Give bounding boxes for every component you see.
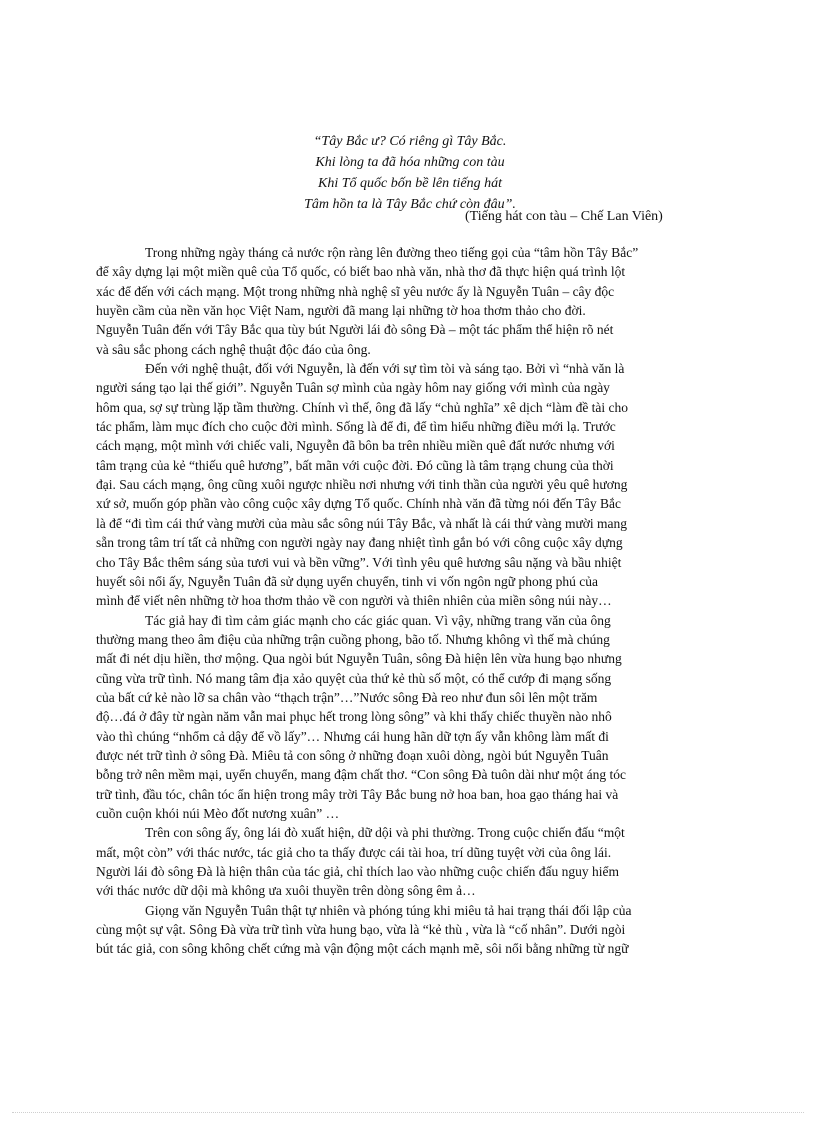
body-line: xứ sở, muốn góp phần vào công cuộc xây dựng Tổ quốc. Chính nhà văn đã từng nói đến Tây Bắc <box>96 496 621 512</box>
body-line: huyết sôi nổi ấy, Nguyễn Tuân đã sử dụng uyển chuyển, tinh vi vốn ngôn ngữ phong phú của <box>96 573 598 589</box>
poem-line: Khi lòng ta đã hóa những con tàu <box>315 155 505 170</box>
body-line: được nét trữ tình ở sông Đà. Miêu tả con sông ở những đoạn xuôi dòng, ngòi bút Nguyễn Tuân <box>96 747 609 763</box>
poem-line: “Tây Bắc ư? Có riêng gì Tây Bắc. <box>313 134 507 149</box>
body-line: để xây dựng lại một miền quê của Tổ quốc, có biết bao nhà văn, nhà thơ đã thực hiện quá trình lột <box>96 264 626 280</box>
body-line: Nguyễn Tuân đến với Tây Bắc qua tùy bút Người lái đò sông Đà – một tác phẩm thể hiện rõ nét <box>96 322 614 338</box>
poem-line: Tâm hồn ta là Tây Bắc chứ còn đâu”. <box>304 197 516 212</box>
body-line: mình để viết nên những tờ hoa thơm thảo về con người và thiên nhiên của miền sông núi này… <box>96 593 612 609</box>
poem-citation: (Tiếng hát con tàu – Chế Lan Viên) <box>465 209 663 224</box>
body-line: cho Tây Bắc thêm sáng sủa tươi vui và bền vững”. Với tình yêu quê hương sâu nặng và bầu nhiệt <box>96 554 622 570</box>
body-line: thường mang theo âm điệu của những trận cuồng phong, bão tố. Nhưng không vì thế mà chúng <box>96 631 610 647</box>
body-line: trữ tình, đầu tóc, chân tóc ẩn hiện trong mây trời Tây Bắc bung nở hoa ban, hoa gạo tháng hai và <box>96 786 619 802</box>
body-line: cuồn cuộn khói núi Mèo đốt nương xuân” … <box>96 805 340 821</box>
body-line: và sâu sắc phong cách nghệ thuật độc đáo của ông. <box>96 341 371 357</box>
body-line: hôm qua, sợ sự trùng lặp tầm thường. Chính vì thế, ông đã lấy “chủ nghĩa” xê dịch “làm đề tài cho <box>96 399 629 415</box>
body-line: tâm trạng của kẻ “thiếu quê hương”, bất mãn với cuộc đời. Đó cũng là tâm trạng chung của thời <box>96 457 614 473</box>
body-line: tác phẩm, làm mục đích cho cuộc đời mình. Sống là để đi, để tìm hiểu những điều mới lạ. Trước <box>96 419 616 435</box>
body-line: xác để đến với cách mạng. Một trong những nhà nghệ sĩ yêu nước ấy là Nguyễn Tuân – cây độc <box>96 283 615 299</box>
body-line: mất đi nét dịu hiền, thơ mộng. Qua ngòi bút Nguyễn Tuân, sông Đà hiện lên vừa hung bạo nhưng <box>96 651 622 667</box>
body-line: bỗng trở nên mềm mại, uyển chuyển, mang đậm chất thơ. “Con sông Đà tuôn dài như một áng tóc <box>96 767 626 783</box>
body-line: mất, một còn” với thác nước, tác giả cho ta thấy được cái tài hoa, trí dũng tuyệt vời của ông lái. <box>96 844 612 860</box>
body-line: của bất cứ kẻ nào lỡ sa chân vào “thạch trận”…”Nước sông Đà reo như đun sôi lên một trăm <box>96 689 598 705</box>
body-line: sẵn trong tâm trí tất cả những con người ngày nay đang nhiệt tình gắn bó với công cuộc xây dựng <box>96 535 623 551</box>
body-line: cũng vừa trữ tình. Nó mang tâm địa xảo quyệt của thứ kẻ thù số một, có thể cướp đi mạng sống <box>96 670 612 686</box>
body-line: Giọng văn Nguyễn Tuân thật tự nhiên và phóng túng khi miêu tả hai trạng thái đối lập của <box>145 902 632 918</box>
body-line: Tác giả hay đi tìm cảm giác mạnh cho các giác quan. Vì vậy, những trang văn của ông <box>145 612 611 628</box>
body-line: cùng một sự vật. Sông Đà vừa trữ tình vừa hung bạo, vừa là “kẻ thù , vừa là “cố nhân”. Dưới ngòi <box>96 922 626 938</box>
body-line: với thác nước dữ dội mà không ưa xuôi thuyền trên dòng sông êm ả… <box>96 883 476 899</box>
body-line: độ…đá ở đây từ ngàn năm vẫn mai phục hết trong lòng sông” và khi thấy chiếc thuyền nào nhô <box>96 709 612 725</box>
body-line: Trong những ngày tháng cả nước rộn ràng lên đường theo tiếng gọi của “tâm hồn Tây Bắc” <box>145 245 639 260</box>
epigraph-poem <box>200 131 620 215</box>
body-line: đại. Sau cách mạng, ông cũng xuôi ngược nhiều nơi nhưng với tinh thần của người yêu quê hương <box>96 477 628 493</box>
body-line: Người lái đò sông Đà là hiện thân của tác giả, chỉ thích lao vào những cuộc chiến đấu nguy hiểm <box>96 864 619 879</box>
page-bottom-divider <box>12 1112 804 1113</box>
essay-body <box>96 243 736 959</box>
body-line: người sáng tạo lại thế giới”. Nguyễn Tuân sợ mình của ngày hôm nay giống với mình của ngày <box>96 380 610 396</box>
body-line: cách mạng, một mình với chiếc vali, Nguyễn đã bôn ba trên nhiều miền quê đất nước nhưng với <box>96 438 615 454</box>
poem-line: Khi Tổ quốc bốn bề lên tiếng hát <box>318 176 502 191</box>
body-line: là để “đi tìm cái thứ vàng mười của màu sắc sông núi Tây Bắc, và nhất là cái thứ vàng mười mang <box>96 515 628 531</box>
body-line: Trên con sông ấy, ông lái đò xuất hiện, dữ dội và phi thường. Trong cuộc chiến đấu “một <box>145 825 625 841</box>
body-line: bút tác giả, con sông không chết cứng mà vận động một cách mạnh mẽ, sôi nổi bằng những từ ngữ <box>96 941 629 957</box>
body-line: vào thì chúng “nhổm cả dậy để vồ lấy”… Nhưng cái hung hãn dữ tợn ấy vẫn không làm mất đi <box>96 728 609 744</box>
body-line: Đến với nghệ thuật, đối với Nguyễn, là đến với sự tìm tòi và sáng tạo. Bởi vì “nhà văn là <box>145 361 625 377</box>
body-line: huyền cầm của nền văn học Việt Nam, người đã mang lại những tờ hoa thơm thảo cho đời. <box>96 303 586 319</box>
